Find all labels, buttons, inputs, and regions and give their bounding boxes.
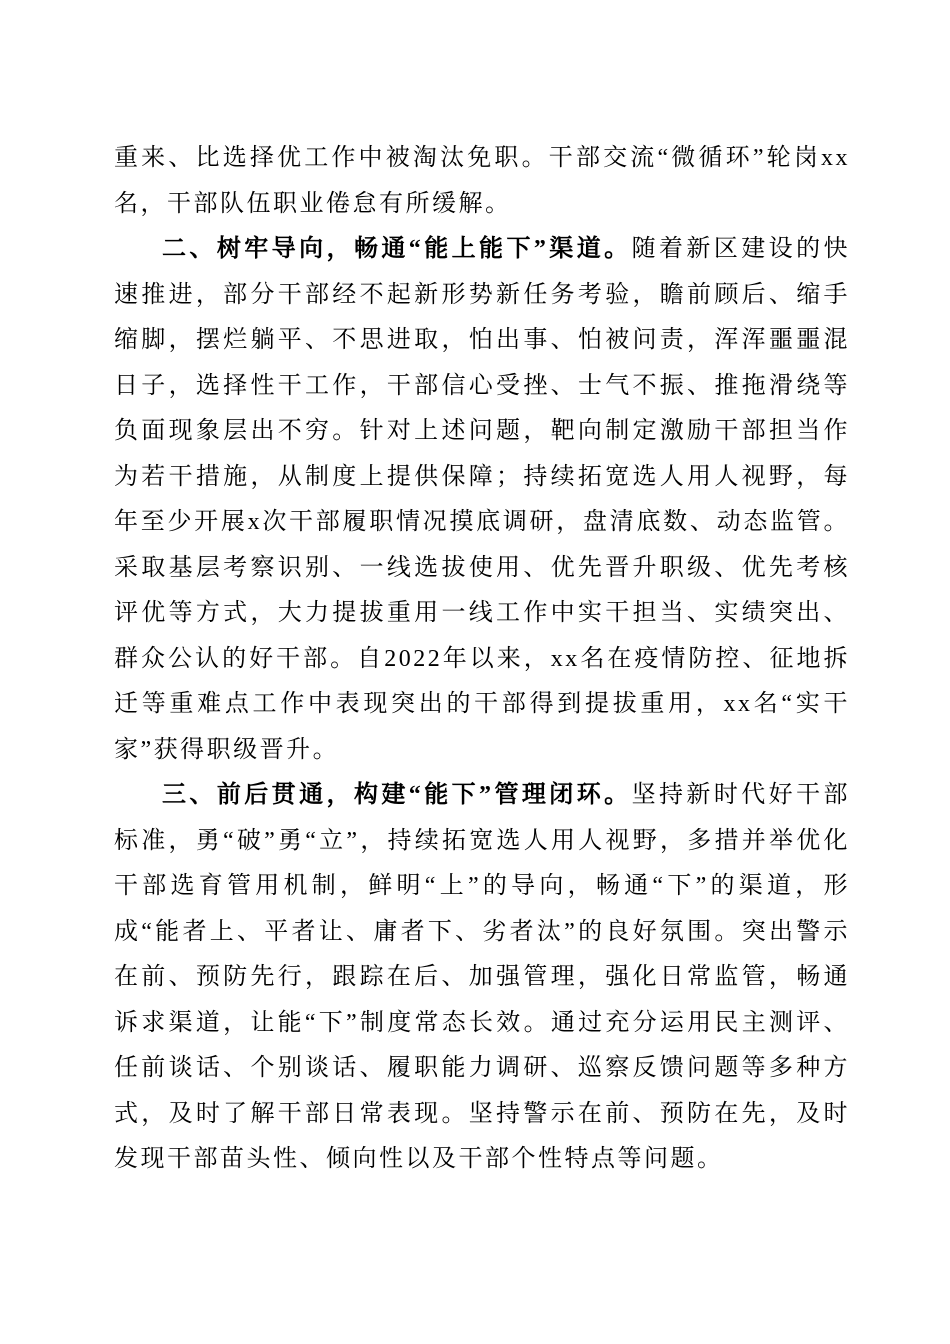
paragraph-text: 重来、比选择优工作中被淘汰免职。干部交流“微循环”轮岗xx名，干部队伍职业倦怠有所缓解。	[114, 145, 850, 217]
paragraph-section-three	[114, 773, 850, 1183]
paragraph-continuation	[114, 136, 850, 227]
section-two-heading: 二、树牢导向，畅通“能上能下”渠道。	[162, 236, 632, 262]
paragraph-text: 随着新区建设的快速推进，部分干部经不起新形势新任务考验，瞻前顾后、缩手缩脚，摆烂躺平、不思进取，怕出事、怕被问责，浑浑噩噩混日子，选择性干工作，干部信心受挫、士气不振、推拖滑绕等负面现象层出不穷。针对上述问题，靶向制定激励干部担当作为若干措施，从制度上提供保障；持续拓宽选人用人视野，每年至少开展x次干部履职情况摸底调研，盘清底数、动态监管。采取基层考察识别、一线选拔使用、优先晋升职级、优先考核评优等方式，大力提拔重用一线工作中实干担当、实绩突出、群众公认的好干部。自2022年以来，xx名在疫情防控、征地拆迁等重难点工作中表现突出的干部得到提拔重用，xx名“实干家”获得职级晋升。	[114, 236, 851, 763]
section-three-heading: 三、前后贯通，构建“能下”管理闭环。	[162, 782, 632, 808]
paragraph-section-two	[114, 227, 850, 773]
paragraph-text: 坚持新时代好干部标准，勇“破”勇“立”，持续拓宽选人用人视野，多措并举优化干部选育管用机制，鲜明“上”的导向，畅通“下”的渠道，形成“能者上、平者让、庸者下、劣者汰”的良好氛围。突出警示在前、预防先行，跟踪在后、加强管理，强化日常监管，畅通诉求渠道，让能“下”制度常态长效。通过充分运用民主测评、任前谈话、个别谈话、履职能力调研、巡察反馈问题等多种方式，及时了解干部日常表现。坚持警示在前、预防在先，及时发现干部苗头性、倾向性以及干部个性特点等问题。	[114, 782, 851, 1172]
